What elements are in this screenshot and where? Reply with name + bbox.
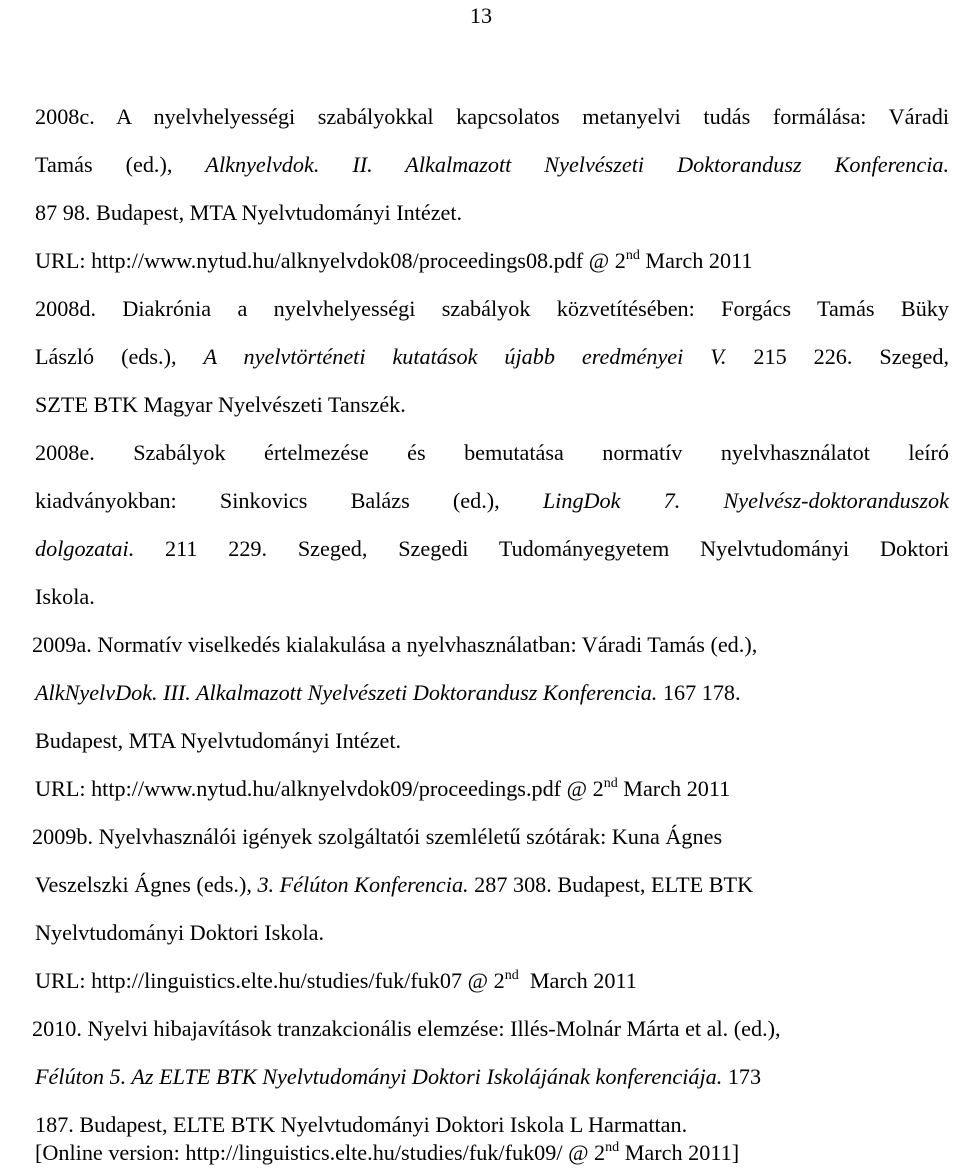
entry-line: dolgozatai. 211 229. Szeged, Szegedi Tudományegyetem Nyelvtudományi Doktori — [35, 536, 949, 561]
entry-line: AlkNyelvDok. III. Alkalmazott Nyelvészeti Doktorandusz Konferencia. 167 178. — [35, 680, 741, 705]
entry-line: Tamás (ed.), Alknyelvdok. II. Alkalmazott Nyelvészeti Doktorandusz Konferencia. — [35, 152, 950, 177]
entry-line: Félúton 5. Az ELTE BTK Nyelvtudományi Doktori Iskolájának konferenciája. 173 — [35, 1064, 762, 1089]
entry-line: Veszelszki Ágnes (eds.), 3. Félúton Konferencia. 287 308. Budapest, ELTE BTK — [35, 872, 754, 897]
entry-line: 87 98. Budapest, MTA Nyelvtudományi Intézet. — [35, 200, 463, 225]
entry-url-line: [Online version: http://linguistics.elte.hu/studies/fuk/fuk09/ @ 2nd March 2011] — [35, 1140, 740, 1165]
entry-line: 2009b. Nyelvhasználói igények szolgáltatói szemléletű szótárak: Kuna Ágnes — [32, 824, 723, 849]
entry-line: 2010. Nyelvi hibajavítások tranzakcionális elemzése: Illés-Molnár Márta et al. (ed.), — [32, 1016, 781, 1041]
entry-url-line: URL: http://linguistics.elte.hu/studies/fuk/fuk07 @ 2nd March 2011 — [35, 968, 637, 993]
entry-line: 2008c. A nyelvhelyességi szabályokkal kapcsolatos metanyelvi tudás formálása: Váradi — [35, 104, 949, 129]
entry-line: Nyelvtudományi Doktori Iskola. — [35, 920, 325, 945]
entry-url-line: URL: http://www.nytud.hu/alknyelvdok08/proceedings08.pdf @ 2nd March 2011 — [35, 248, 753, 273]
entry-line: 2008d. Diakrónia a nyelvhelyességi szabályok közvetítésében: Forgács Tamás Büky — [35, 296, 949, 321]
entry-line: 2008e. Szabályok értelmezése és bemutatása normatív nyelvhasználatot leíró — [35, 440, 949, 465]
entry-line: kiadványokban: Sinkovics Balázs (ed.), LingDok 7. Nyelvész-doktoranduszok — [35, 488, 949, 513]
entry-line: 187. Budapest, ELTE BTK Nyelvtudományi Doktori Iskola L Harmattan. — [35, 1112, 688, 1137]
entry-line: 2009a. Normatív viselkedés kialakulása a nyelvhasználatban: Váradi Tamás (ed.), — [32, 632, 758, 657]
entry-url-line: URL: http://www.nytud.hu/alknyelvdok09/proceedings.pdf @ 2nd March 2011 — [35, 776, 731, 801]
entry-line: SZTE BTK Magyar Nyelvészeti Tanszék. — [35, 392, 406, 417]
page-number: 13 — [469, 3, 493, 28]
entry-line: Iskola. — [35, 584, 95, 609]
entry-line: Budapest, MTA Nyelvtudományi Intézet. — [35, 728, 402, 753]
entry-line: László (eds.), A nyelvtörténeti kutatások újabb eredményei V. 215 226. Szeged, — [35, 344, 949, 369]
